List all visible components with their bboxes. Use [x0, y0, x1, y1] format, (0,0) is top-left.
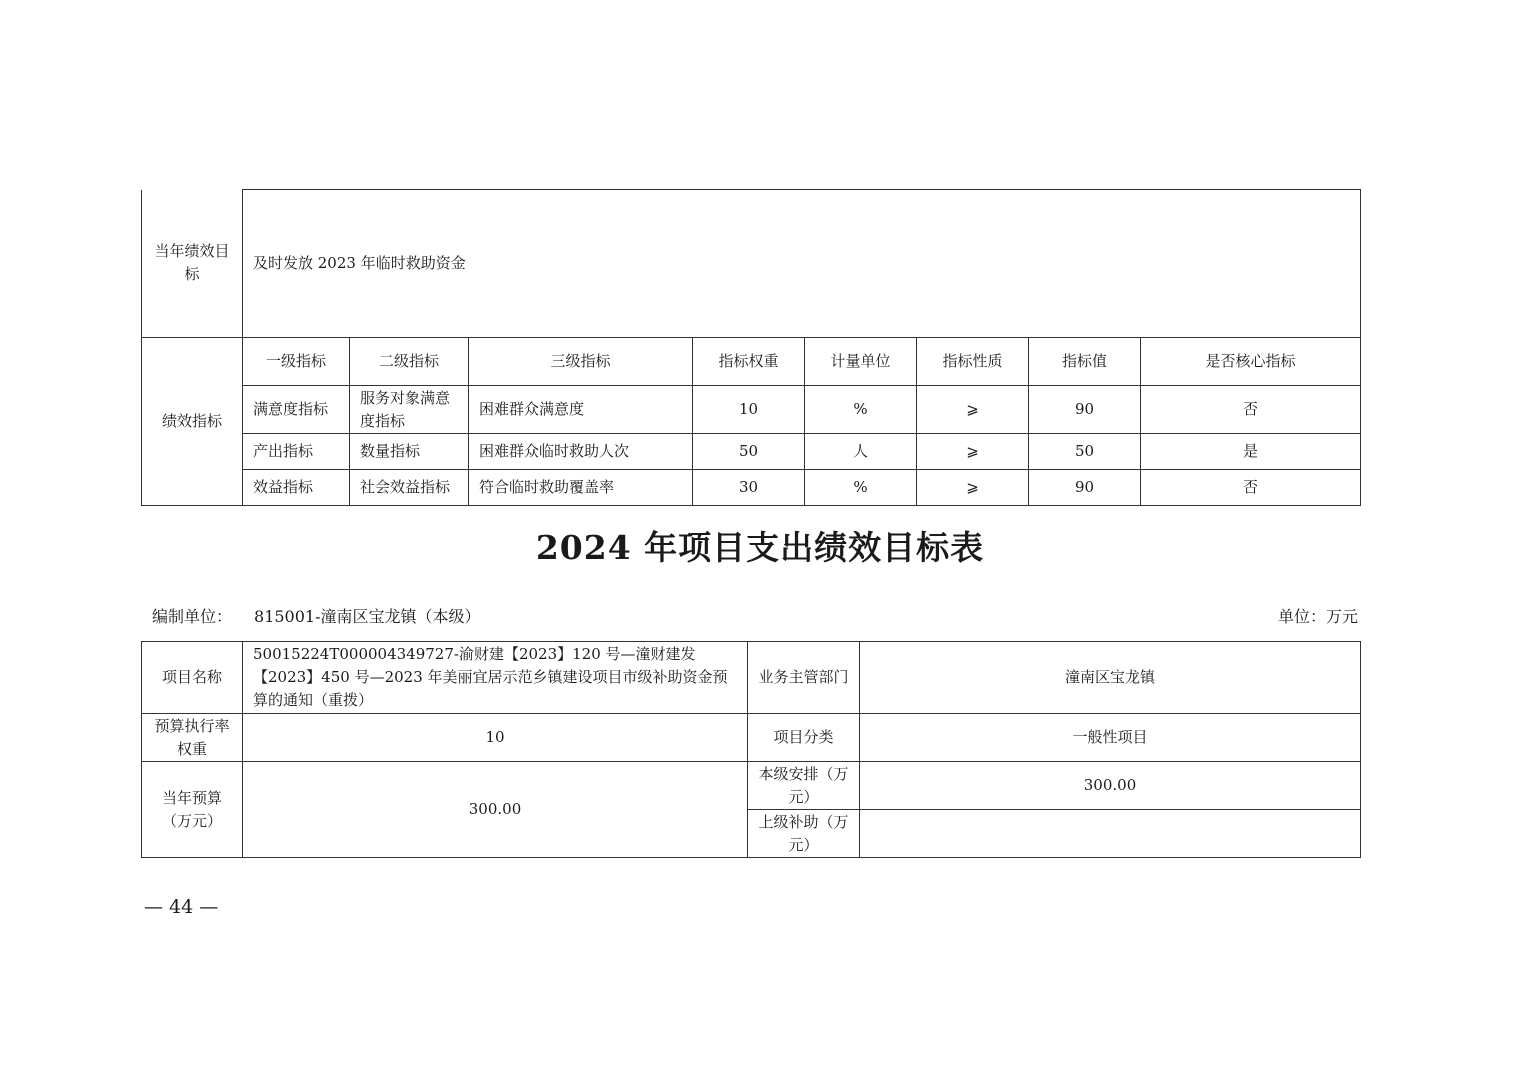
header-value: 指标值	[1029, 338, 1141, 386]
cell-level3: 符合临时救助覆盖率	[469, 470, 693, 506]
header-core: 是否核心指标	[1141, 338, 1361, 386]
cell-level1: 效益指标	[243, 470, 350, 506]
local-label: 本级安排（万元）	[748, 762, 860, 810]
unit-label: 单位：万元	[1277, 607, 1358, 626]
header-unit: 计量单位	[805, 338, 917, 386]
annual-goal-text: 及时发放 2023 年临时救助资金	[243, 190, 1361, 338]
cell-level3: 困难群众临时救助人次	[469, 434, 693, 470]
dept-label: 业务主管部门	[748, 642, 860, 714]
project-name-value: 50015224T000004349727-渝财建【2023】120 号—潼财建发【2023】450 号—2023 年美丽宜居示范乡镇建设项目市级补助资金预算的通知（重拨）	[243, 642, 748, 714]
cell-weight: 50	[693, 434, 805, 470]
cell-unit: %	[805, 386, 917, 434]
cell-nature: ⩾	[917, 470, 1029, 506]
budget-label: 当年预算（万元）	[142, 762, 243, 858]
cell-level1: 产出指标	[243, 434, 350, 470]
exec-weight-value: 10	[243, 714, 748, 762]
cell-core: 是	[1141, 434, 1361, 470]
cell-level3: 困难群众满意度	[469, 386, 693, 434]
table-row	[142, 470, 1361, 506]
indicator-label: 绩效指标	[142, 338, 243, 506]
table-row	[142, 434, 1361, 470]
header-level3: 三级指标	[469, 338, 693, 386]
dept-value: 潼南区宝龙镇	[860, 642, 1361, 714]
local-value: 300.00	[860, 762, 1361, 810]
cell-weight: 10	[693, 386, 805, 434]
cell-nature: ⩾	[917, 434, 1029, 470]
cell-level1: 满意度指标	[243, 386, 350, 434]
cell-unit: 人	[805, 434, 917, 470]
annual-goal-label: 当年绩效目标	[142, 190, 243, 338]
upper-label: 上级补助（万元）	[748, 810, 860, 858]
table-row	[142, 386, 1361, 434]
performance-indicator-table	[141, 189, 1361, 506]
compiler-line	[152, 606, 481, 628]
cell-value: 90	[1029, 470, 1141, 506]
project-info-table	[141, 641, 1361, 858]
project-name-label: 项目名称	[142, 642, 243, 714]
header-nature: 指标性质	[917, 338, 1029, 386]
cell-value: 90	[1029, 386, 1141, 434]
category-value: 一般性项目	[860, 714, 1361, 762]
exec-weight-label: 预算执行率权重	[142, 714, 243, 762]
category-label: 项目分类	[748, 714, 860, 762]
page-title: 2024 年项目支出绩效目标表	[535, 528, 985, 567]
cell-level2: 服务对象满意度指标	[350, 386, 469, 434]
compiler-label: 编制单位：	[152, 607, 233, 626]
cell-core: 否	[1141, 386, 1361, 434]
header-level2: 二级指标	[350, 338, 469, 386]
cell-core: 否	[1141, 470, 1361, 506]
cell-nature: ⩾	[917, 386, 1029, 434]
compiler-value: 815001-潼南区宝龙镇（本级）	[254, 607, 481, 626]
cell-weight: 30	[693, 470, 805, 506]
cell-level2: 社会效益指标	[350, 470, 469, 506]
upper-value	[860, 810, 1361, 858]
page-number: — 44 —	[144, 896, 219, 918]
cell-level2: 数量指标	[350, 434, 469, 470]
budget-value: 300.00	[243, 762, 748, 858]
cell-value: 50	[1029, 434, 1141, 470]
cell-unit: %	[805, 470, 917, 506]
header-level1: 一级指标	[243, 338, 350, 386]
header-weight: 指标权重	[693, 338, 805, 386]
